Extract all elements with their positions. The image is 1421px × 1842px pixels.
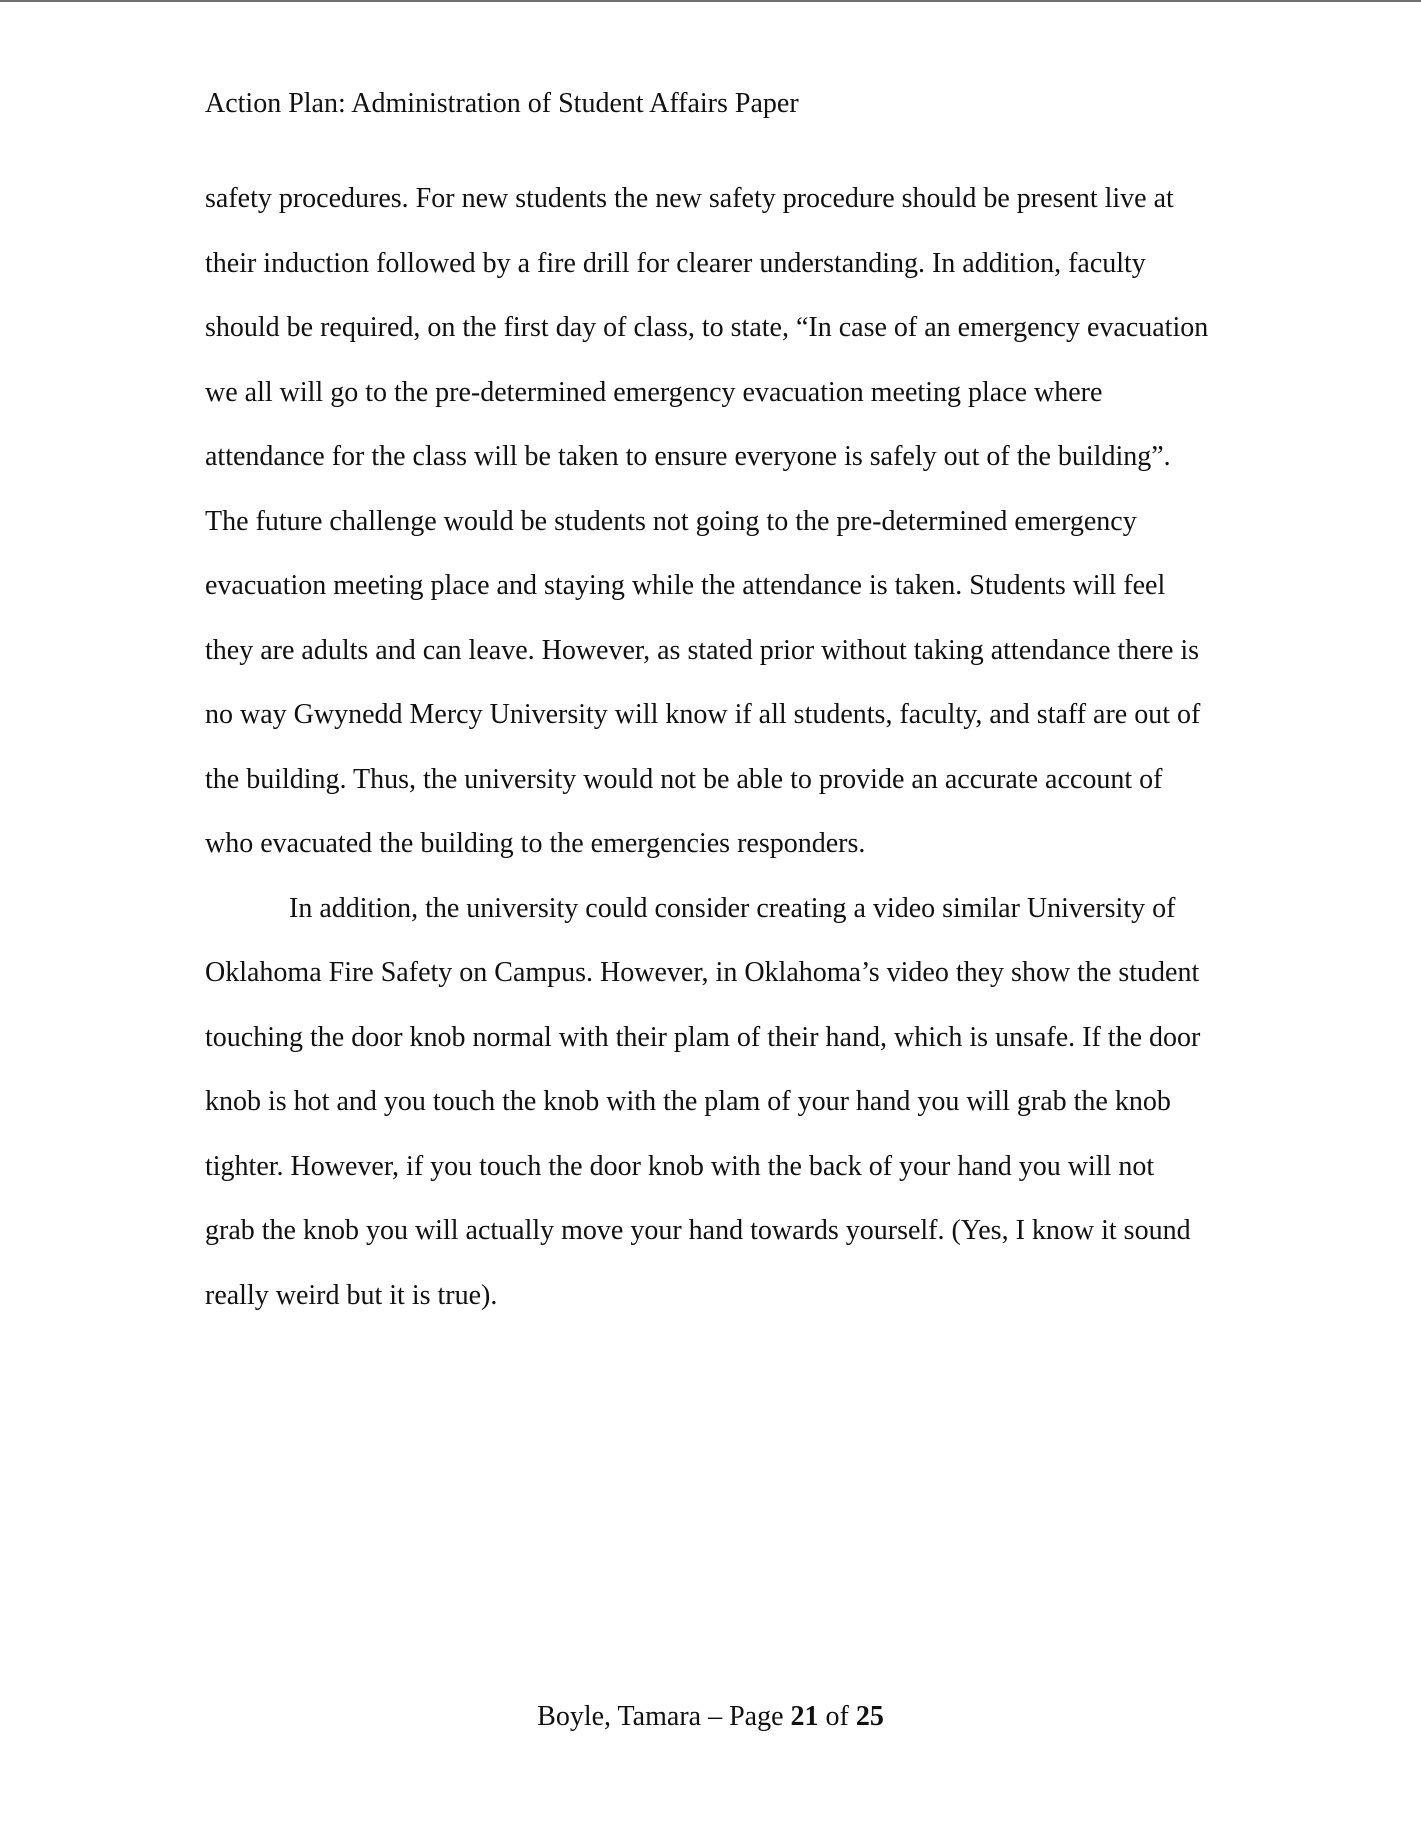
page-footer bbox=[0, 1697, 1421, 1737]
document-body bbox=[205, 167, 1215, 1328]
running-header: Action Plan: Administration of Student Affairs Paper bbox=[205, 88, 799, 119]
text-line: should be required, on the first day of class, to state, “In case of an emergency evacuation bbox=[205, 312, 1209, 343]
paragraph bbox=[205, 877, 1215, 1329]
text-line: touching the door knob normal with their plam of their hand, which is unsafe. If the door bbox=[205, 1021, 1201, 1053]
text-line: tighter. However, if you touch the door knob with the back of your hand you will not bbox=[205, 1150, 1155, 1182]
paragraph bbox=[205, 167, 1215, 877]
text-line: grab the knob you will actually move your hand towards yourself. (Yes, I know it sound bbox=[205, 1215, 1191, 1246]
text-line: we all will go to the pre-determined emergency evacuation meeting place where bbox=[205, 376, 1103, 408]
text-line: who evacuated the building to the emergencies responders. bbox=[205, 828, 866, 859]
current-page-number: 21 bbox=[790, 1701, 819, 1732]
text-line: Oklahoma Fire Safety on Campus. However, in Oklahoma’s video they show the student bbox=[205, 957, 1200, 988]
text-line: really weird but it is true). bbox=[205, 1279, 498, 1311]
text-line: The future challenge would be students not going to the pre-determined emergency bbox=[205, 505, 1137, 537]
footer-of-label: of bbox=[818, 1701, 856, 1732]
text-line: knob is hot and you touch the knob with the plam of your hand you will grab the knob bbox=[205, 1086, 1171, 1117]
text-line: evacuation meeting place and staying while the attendance is taken. Students will feel bbox=[205, 570, 1166, 601]
text-line: they are adults and can leave. However, as stated prior without taking attendance there is bbox=[205, 634, 1200, 666]
text-line: In addition, the university could consider creating a video similar University of bbox=[289, 892, 1176, 924]
total-page-count: 25 bbox=[855, 1701, 884, 1732]
text-line: attendance for the class will be taken to ensure everyone is safely out of the building”. bbox=[205, 441, 1171, 472]
text-line: their induction followed by a fire drill for clearer understanding. In addition, faculty bbox=[205, 247, 1146, 279]
text-line: safety procedures. For new students the new safety procedure should be present live at bbox=[205, 183, 1174, 214]
text-line: no way Gwynedd Mercy University will know if all students, faculty, and staff are out of bbox=[205, 699, 1201, 730]
footer-author: Boyle, Tamara – Page bbox=[537, 1701, 791, 1732]
text-line: the building. Thus, the university would not be able to provide an accurate account of bbox=[205, 763, 1163, 795]
page-top-border bbox=[0, 0, 1421, 2]
